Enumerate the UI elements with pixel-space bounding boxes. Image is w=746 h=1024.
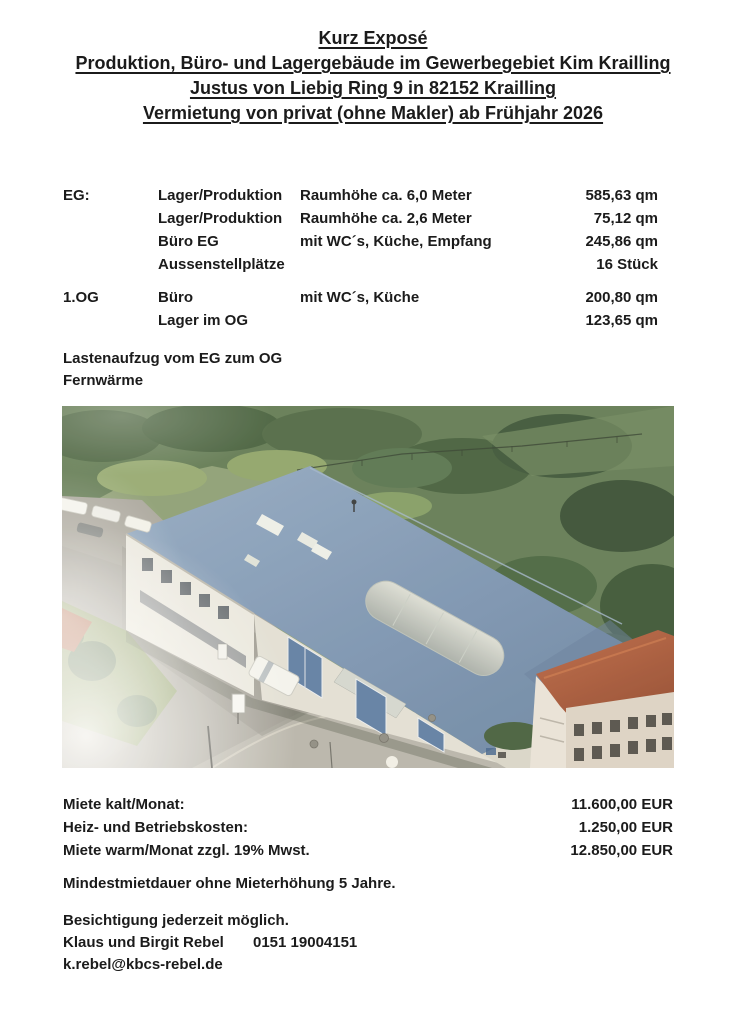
property-title: Produktion, Büro- und Lagergebäude im Gewerbegebiet Kim Krailling [75, 53, 671, 73]
area-size: 16 Stück [596, 256, 658, 273]
area-level [63, 230, 158, 253]
cost-label: Miete warm/Monat zzgl. 19% Mwst. [63, 842, 310, 859]
area-detail [300, 309, 546, 332]
cost-label: Miete kalt/Monat: [63, 796, 185, 813]
contact-email: k.rebel@kbcs-rebel.de [63, 956, 223, 973]
cost-row [63, 816, 673, 839]
area-level: EG: [63, 187, 90, 204]
area-detail: Raumhöhe ca. 2,6 Meter [300, 210, 472, 227]
area-row [63, 207, 658, 230]
area-row [63, 253, 658, 276]
area-use: Lager/Produktion [158, 187, 283, 204]
contact-names: Klaus und Birgit Rebel [63, 934, 224, 951]
contact-line [63, 934, 357, 951]
area-size: 245,86 qm [585, 233, 658, 250]
area-size: 123,65 qm [585, 312, 658, 329]
area-detail [300, 253, 546, 276]
area-size: 585,63 qm [585, 187, 658, 204]
cost-row [63, 839, 673, 862]
cost-table [63, 793, 673, 862]
area-level [63, 207, 158, 230]
cost-label: Heiz- und Betriebskosten: [63, 819, 249, 836]
building-features [63, 348, 282, 392]
feature-elevator: Lastenaufzug vom EG zum OG [63, 350, 283, 367]
cost-value: 12.850,00 EUR [570, 842, 673, 859]
aerial-photo [62, 406, 674, 768]
area-detail: mit WC´s, Küche [300, 289, 420, 306]
aerial-photo-image [62, 406, 674, 768]
lease-term-note: Mindestmietdauer ohne Mieterhöhung 5 Jahre. [63, 875, 396, 892]
area-detail: Raumhöhe ca. 6,0 Meter [300, 187, 472, 204]
area-use: Büro [158, 289, 193, 306]
area-level: 1.OG [63, 289, 99, 306]
area-use: Lager im OG [158, 312, 249, 329]
area-level [63, 253, 158, 276]
property-address: Justus von Liebig Ring 9 in 82152 Krailling [189, 78, 557, 98]
feature-heating: Fernwärme [63, 372, 144, 389]
area-level [63, 309, 158, 332]
cost-row [63, 793, 673, 816]
area-row [63, 309, 658, 332]
area-use: Lager/Produktion [158, 210, 283, 227]
area-row [63, 230, 658, 253]
area-size: 200,80 qm [585, 289, 658, 306]
area-use: Aussenstellplätze [158, 256, 285, 273]
area-use: Büro EG [158, 233, 219, 250]
cost-value: 1.250,00 EUR [578, 819, 673, 836]
offer-terms: Vermietung von privat (ohne Makler) ab Frühjahr 2026 [142, 103, 604, 123]
document-title: Kurz Exposé [318, 28, 428, 48]
area-row [63, 184, 658, 207]
cost-value: 11.600,00 EUR [571, 796, 673, 813]
contact-phone: 0151 19004151 [253, 934, 358, 951]
document-header [0, 26, 746, 126]
area-row [63, 286, 658, 309]
area-detail: mit WC´s, Küche, Empfang [300, 233, 492, 250]
area-table [63, 184, 658, 332]
area-size: 75,12 qm [593, 210, 658, 227]
viewing-note: Besichtigung jederzeit möglich. [63, 912, 289, 929]
